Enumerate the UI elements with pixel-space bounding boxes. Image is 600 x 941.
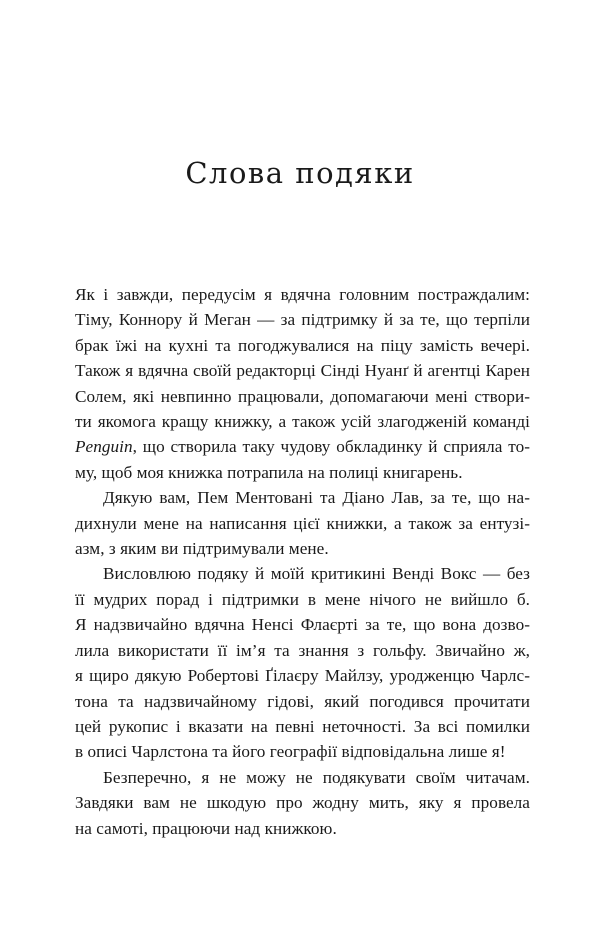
text-line: тона та надзвичайному гідові, який погодився прочитати (75, 691, 530, 711)
text-line: я щиро дякую Робертові Ґілаєру Майлзу, уродженцю Чарлс- (75, 666, 530, 686)
text-line: Я надзвичайно вдячна Ненсі Флаєрті за те, що вона дозво- (75, 615, 530, 635)
text-line-italic: Penguin, що створила таку чудову обкладинку й сприяла то- (75, 437, 530, 457)
italic-publisher-name: Penguin (75, 437, 133, 457)
text-line: Висловлюю подяку й моїй критикині Венді Вокс — без (103, 564, 530, 584)
paragraph-3 (75, 561, 530, 764)
text-line: Безперечно, я не можу не подякувати своїм читачам. (103, 767, 530, 787)
text-line: Також я вдячна своїй редакторці Сінді Нуанґ й агентці Карен (75, 361, 530, 381)
paragraph-4 (75, 765, 530, 841)
page-title: Слова подяки (185, 156, 415, 190)
acknowledgements-body (75, 282, 530, 841)
text-line: азм, з яким ви підтримували мене. (75, 539, 329, 559)
text-line: Солем, які невпинно працювали, допомагаючи мені створи- (75, 386, 530, 406)
paragraph-2 (75, 485, 530, 561)
text-line: на самоті, працюючи над книжкою. (75, 818, 337, 838)
text-line: цей рукопис і вказати на певні неточності. За всі помилки (75, 716, 530, 736)
text-line: ти якомога кращу книжку, а також усій злагодженій команді (75, 412, 530, 432)
text-line: Як і завжди, передусім я вдячна головним постраждалим: (75, 285, 530, 304)
text-line: брак їжі на кухні та погоджувалися на піцу замість вечері. (75, 335, 530, 355)
text-line: в описі Чарлстона та його географії відповідальна лише я! (75, 742, 506, 762)
text-line: дихнули мене на написання цієї книжки, а також за ентузі- (75, 513, 530, 533)
text-line: Дякую вам, Пем Ментовані та Діано Лав, за те, що на- (103, 488, 530, 508)
text-line: її мудрих порад і підтримки в мене нічого не вийшло б. (75, 589, 530, 609)
text-line: Тіму, Коннору й Меган — за підтримку й за те, що терпіли (75, 310, 530, 330)
text-line: лила використати її ім’я та знання з гольфу. Звичайно ж, (75, 640, 530, 660)
text-line: му, щоб моя книжка потрапила на полиці книгарень. (75, 462, 463, 482)
text-line: Завдяки вам не шкодую про жодну мить, яку я провела (75, 793, 530, 813)
paragraph-1 (75, 282, 530, 485)
